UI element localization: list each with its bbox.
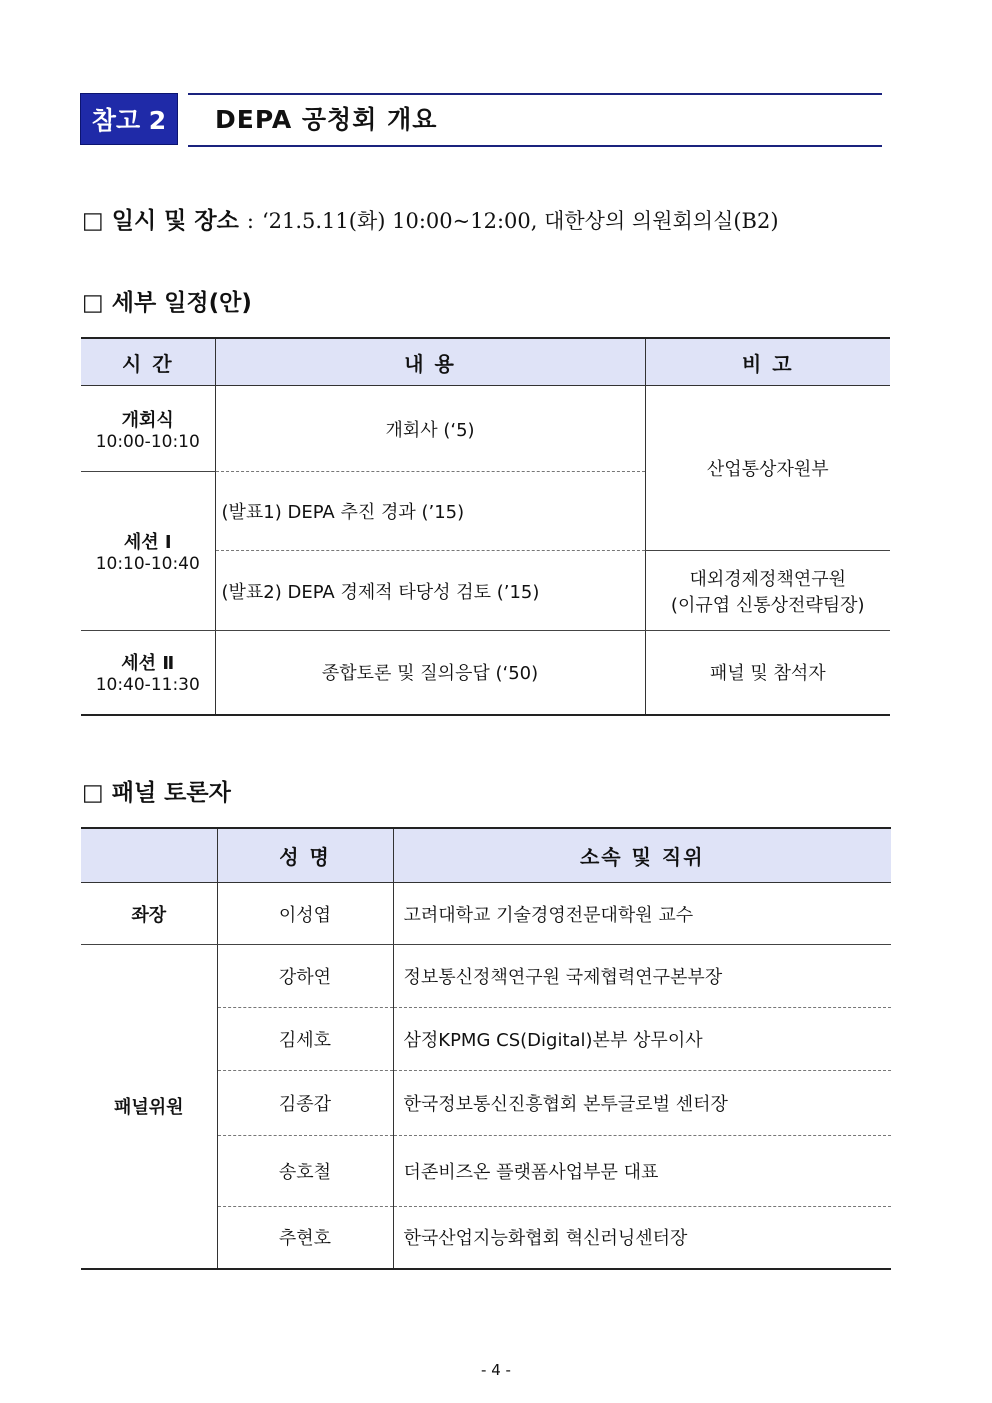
panel-header-affiliation: 소속 및 직위 [393,828,891,883]
page-number: - 4 - [481,1361,511,1379]
datetime-separator: : [246,209,254,233]
header-note: 비 고 [645,338,890,386]
schedule-header-row [81,338,890,386]
panel-member-name: 김세호 [217,1008,393,1071]
panel-member-affiliation: 정보통신정책연구원 국제협력연구본부장 [393,945,891,1008]
talk2-content: (발표2) DEPA 경제적 타당성 검토 (’15) [215,551,645,631]
panel-member-name: 추현호 [217,1207,393,1269]
datetime-section [82,202,779,235]
checkbox-square-icon: □ [82,290,104,316]
panel-member-name: 강하연 [217,945,393,1008]
datetime-detail: ‘21.5.11(화) 10:00~12:00, 대한상의 의원회의실(B2) [261,209,779,233]
schedule-heading-label: 세부 일정(안) [111,290,252,316]
panel-member-affiliation: 더존비즈온 플랫폼사업부문 대표 [393,1136,891,1207]
panel-row [81,945,891,1008]
session2-time-cell [81,631,215,715]
checkbox-square-icon: □ [82,208,104,234]
session2-content: 종합토론 및 질의응답 (‘50) [215,631,645,715]
talk1-content: (발표1) DEPA 추진 경과 (’15) [215,472,645,551]
panel-header-role [81,828,217,883]
opening-time-cell [81,386,215,472]
panel-row-chair [81,883,891,945]
title-rule-bottom [188,145,882,147]
panel-member-affiliation: 한국정보통신진흥협회 본투글로벌 센터장 [393,1071,891,1136]
members-label: 패널위원 [81,945,217,1269]
session2-name: 세션 Ⅱ [121,653,175,675]
panel-note: 패널 및 참석자 [645,631,890,715]
panel-member-name: 김종갑 [217,1071,393,1136]
kiep-note [645,551,890,631]
opening-name: 개회식 [121,409,174,431]
title-rule-top [188,93,882,95]
opening-time: 10:00-10:10 [95,431,200,452]
checkbox-square-icon: □ [82,780,104,806]
panel-header-row [81,828,891,883]
schedule-row-opening [81,386,890,472]
session2-time: 10:40-11:30 [95,675,200,696]
session1-time-cell [81,472,215,631]
panel-heading-label: 패널 토론자 [111,780,231,806]
header-time: 시 간 [81,338,215,386]
panel-member-name: 송호철 [217,1136,393,1207]
schedule-row-session2 [81,631,890,715]
panel-member-affiliation: 삼정KPMG CS(Digital)본부 상무이사 [393,1008,891,1071]
kiep-note-line1: 대외경제정책연구원 [689,568,846,590]
panel-table [81,827,891,1270]
ministry-note: 산업통상자원부 [645,386,890,551]
header-content: 내 용 [215,338,645,386]
reference-tag-label: 참고 2 [91,106,167,135]
opening-content: 개회사 (‘5) [215,386,645,472]
session1-time: 10:10-10:40 [95,554,200,574]
schedule-heading [82,284,252,317]
panel-heading [82,774,231,807]
schedule-table [81,337,890,716]
panel-member-affiliation: 한국산업지능화협회 혁신러닝센터장 [393,1207,891,1269]
session1-name: 세션 Ⅰ [123,532,172,553]
datetime-label: 일시 및 장소 [111,208,239,234]
reference-tag [80,93,178,145]
panel-header-name: 성 명 [217,828,393,883]
panel-member-name: 이성엽 [217,883,393,945]
kiep-note-line2: (이규엽 신통상전략팀장) [670,594,865,616]
panel-member-affiliation: 고려대학교 기술경영전문대학원 교수 [393,883,891,945]
page-title: DEPA 공청회 개요 [215,105,438,134]
chair-label: 좌장 [81,883,217,945]
